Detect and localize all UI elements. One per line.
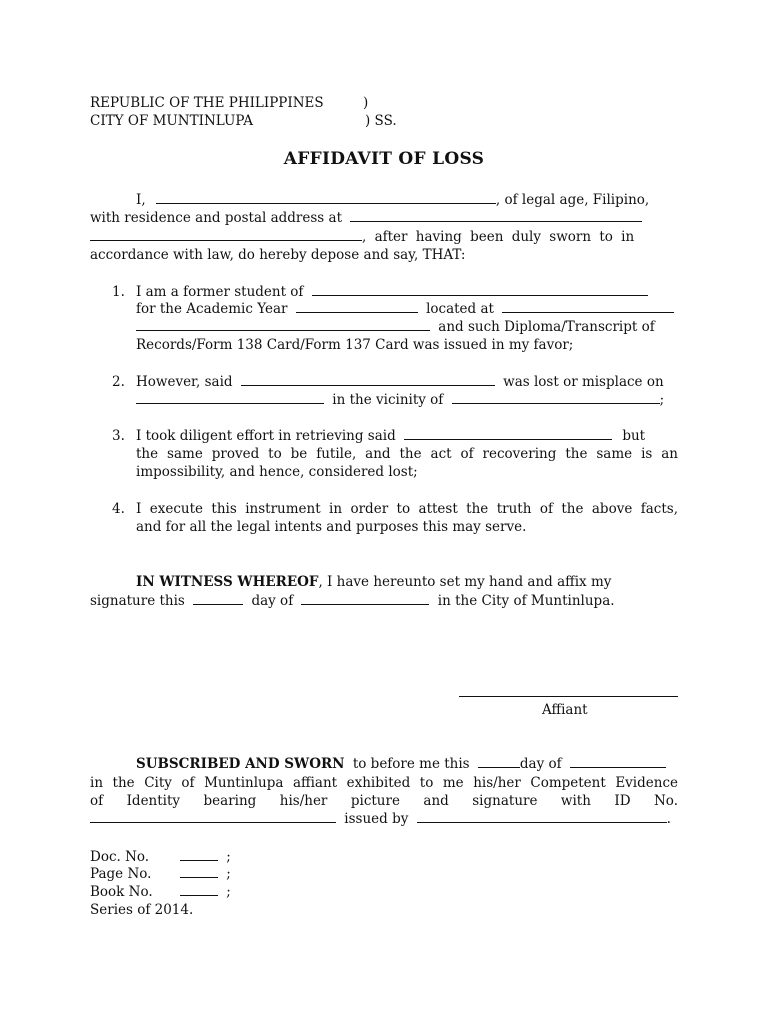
jurat-line-3: of Identity bearing his/her picture and signature with ID No. [90,793,678,809]
item-1-student: I am a former student of [136,284,304,300]
venue-paren-1: ) [363,95,369,111]
doc-no-entry [180,848,231,866]
item-4-line-1: I execute this instrument in order to attest the truth of the above facts, [136,501,678,517]
item-4-number: 4. [112,501,125,517]
intro-legal-age: , of legal age, Filipino, [495,192,650,208]
item-3-line-3: impossibility, and hence, considered lost; [136,464,418,480]
jurat-line-1 [90,755,678,773]
item-3-effort: I took diligent effort in retrieving said [136,428,396,444]
jurat-heading: SUBSCRIBED AND SWORN [136,756,345,772]
academic-year-blank[interactable] [296,300,418,313]
item-1-line-4: Records/Form 138 Card/Form 137 Card was issued in my favor; [136,337,574,353]
affiant-label: Affiant [542,702,588,718]
intro-line-2 [90,209,678,227]
item-2-semicolon: ; [659,392,665,408]
intro-i: I, [136,192,146,208]
intro-line-4: accordance with law, do hereby depose and say, THAT: [90,247,466,263]
item-2-line-2 [136,391,678,409]
witness-month-blank[interactable] [301,592,429,605]
intro-sworn: , after having been duly sworn to in [362,229,635,245]
venue-ss: ) SS. [365,113,397,129]
jurat-issued-by: issued by [344,811,409,827]
witness-day-blank[interactable] [193,592,243,605]
school-location-blank-2[interactable] [136,318,430,331]
jurat-month-blank[interactable] [570,755,666,768]
item-2-line-1 [136,373,678,391]
affiant-name-blank[interactable] [156,191,496,204]
document-title: AFFIDAVIT OF LOSS [283,149,485,169]
jurat-line-2: in the City of Muntinlupa affiant exhibited to me his/her Competent Evidence [90,775,678,791]
witness-text: , I have hereunto set my hand and affix my [318,574,612,590]
page-no-blank[interactable] [180,865,218,878]
witness-heading: IN WITNESS WHEREOF [136,574,319,590]
school-name-blank[interactable] [312,283,648,296]
venue-city: CITY OF MUNTINLUPA [90,113,253,129]
witness-line-1 [90,573,678,591]
book-no-semicolon: ; [226,884,231,900]
item-1-line-2 [136,300,678,318]
doc-no-semicolon: ; [226,849,231,865]
affiant-signature-line[interactable] [459,696,678,697]
item-2-lost: was lost or misplace on [503,374,664,390]
jurat-day-blank[interactable] [478,755,520,768]
loss-place-blank[interactable] [452,391,660,404]
item-4-line-2: and for all the legal intents and purposes this may serve. [136,519,527,535]
retrieved-item-blank[interactable] [404,427,612,440]
item-1-number: 1. [112,284,125,300]
item-3-number: 3. [112,428,125,444]
book-no-entry [180,883,231,901]
jurat-line-4 [90,810,678,828]
page-no-label: Page No. [90,866,152,882]
page-no-semicolon: ; [226,866,231,882]
item-2-number: 2. [112,374,125,390]
witness-city: in the City of Muntinlupa. [437,593,615,609]
school-location-blank-1[interactable] [502,300,674,313]
address-blank-1[interactable] [350,209,642,222]
item-1-located-at: located at [426,301,494,317]
book-no-blank[interactable] [180,883,218,896]
item-1-academic-year: for the Academic Year [136,301,288,317]
item-3-line-2: the same proved to be futile, and the act of recovering the same is an [136,446,678,462]
item-2-however: However, said [136,374,233,390]
issued-by-blank[interactable] [417,810,667,823]
jurat-before-me: to before me this [352,756,470,772]
doc-no-label: Doc. No. [90,849,150,865]
series-label: Series of 2014. [90,902,194,918]
venue-republic: REPUBLIC OF THE PHILIPPINES [90,95,324,111]
loss-date-blank[interactable] [136,391,324,404]
item-1-diploma: and such Diploma/Transcript of [438,319,655,335]
jurat-day-of: day of [519,756,562,772]
page-no-entry [180,865,231,883]
id-number-blank[interactable] [90,810,336,823]
lost-document-blank[interactable] [241,373,495,386]
book-no-label: Book No. [90,884,153,900]
doc-no-blank[interactable] [180,848,218,861]
item-1-line-3 [136,318,678,336]
jurat-period: . [666,811,671,827]
witness-signature-this: signature this [90,593,185,609]
intro-residence: with residence and postal address at [90,210,342,226]
item-1-line-1 [136,283,678,301]
item-3-but: but [622,428,646,444]
address-blank-2[interactable] [90,228,362,241]
witness-line-2 [90,592,678,610]
item-3-line-1 [136,427,678,445]
witness-day-of: day of [251,593,294,609]
item-2-vicinity: in the vicinity of [332,392,444,408]
intro-line-3 [90,228,678,246]
intro-line-1 [90,191,678,209]
